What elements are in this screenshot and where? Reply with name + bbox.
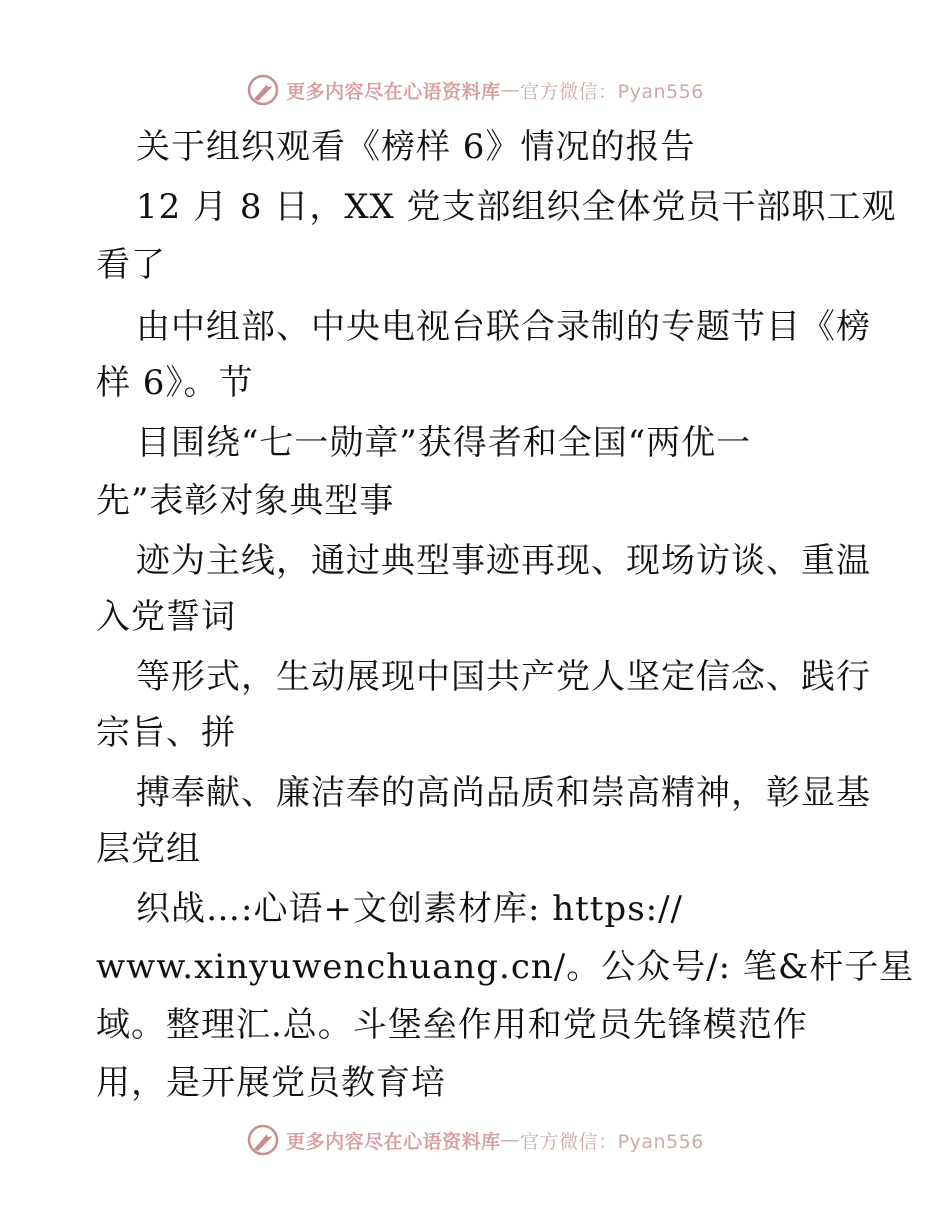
- watermark-separator: —: [500, 79, 521, 101]
- watermark-main-text: 更多内容尽在心语资料库: [286, 1130, 501, 1153]
- text-line: 先”表彰对象典型事: [96, 481, 395, 521]
- watermark-main-text: 更多内容尽在心语资料库: [286, 80, 501, 103]
- pen-logo-icon: [246, 1123, 280, 1157]
- text-line: 目围绕“七一勋章”获得者和全国“两优一: [136, 423, 752, 463]
- text-line: 入党誓词: [96, 597, 236, 637]
- text-line: 用，是开展党员教育培: [96, 1063, 446, 1103]
- watermark-separator: —: [500, 1129, 521, 1151]
- text-line: 样 6》。节: [96, 363, 254, 403]
- text-line: 由中组部、中央电视台联合录制的专题节目《榜: [136, 307, 871, 347]
- pen-logo-icon: [246, 73, 280, 107]
- document-title: 关于组织观看《榜样 6》情况的报告: [136, 127, 696, 167]
- text-line: 等形式，生动展现中国共产党人坚定信念、践行: [136, 657, 871, 697]
- text-line: 12 月 8 日，XX 党支部组织全体党员干部职工观: [136, 187, 897, 227]
- text-line: www.xinyuwenchuang.cn/。公众号/: 笔&杆子星: [96, 947, 915, 987]
- text-line: 域。整理汇.总。斗堡垒作用和党员先锋模范作: [96, 1005, 808, 1045]
- text-line: 搏奉献、廉洁奉的高尚品质和崇高精神，彰显基: [136, 773, 871, 813]
- text-line: 宗旨、拼: [96, 713, 236, 753]
- text-line: 看了: [96, 245, 166, 285]
- header-watermark: [0, 70, 950, 110]
- text-line: 织战…:心语+文创素材库: https://: [136, 889, 684, 929]
- text-line: 迹为主线，通过典型事迹再现、现场访谈、重温: [136, 541, 871, 581]
- text-line: 层党组: [96, 829, 201, 869]
- watermark-tail-text: 官方微信：Pyan556: [520, 1130, 704, 1153]
- watermark-tail-text: 官方微信：Pyan556: [520, 80, 704, 103]
- footer-watermark: [0, 1120, 950, 1160]
